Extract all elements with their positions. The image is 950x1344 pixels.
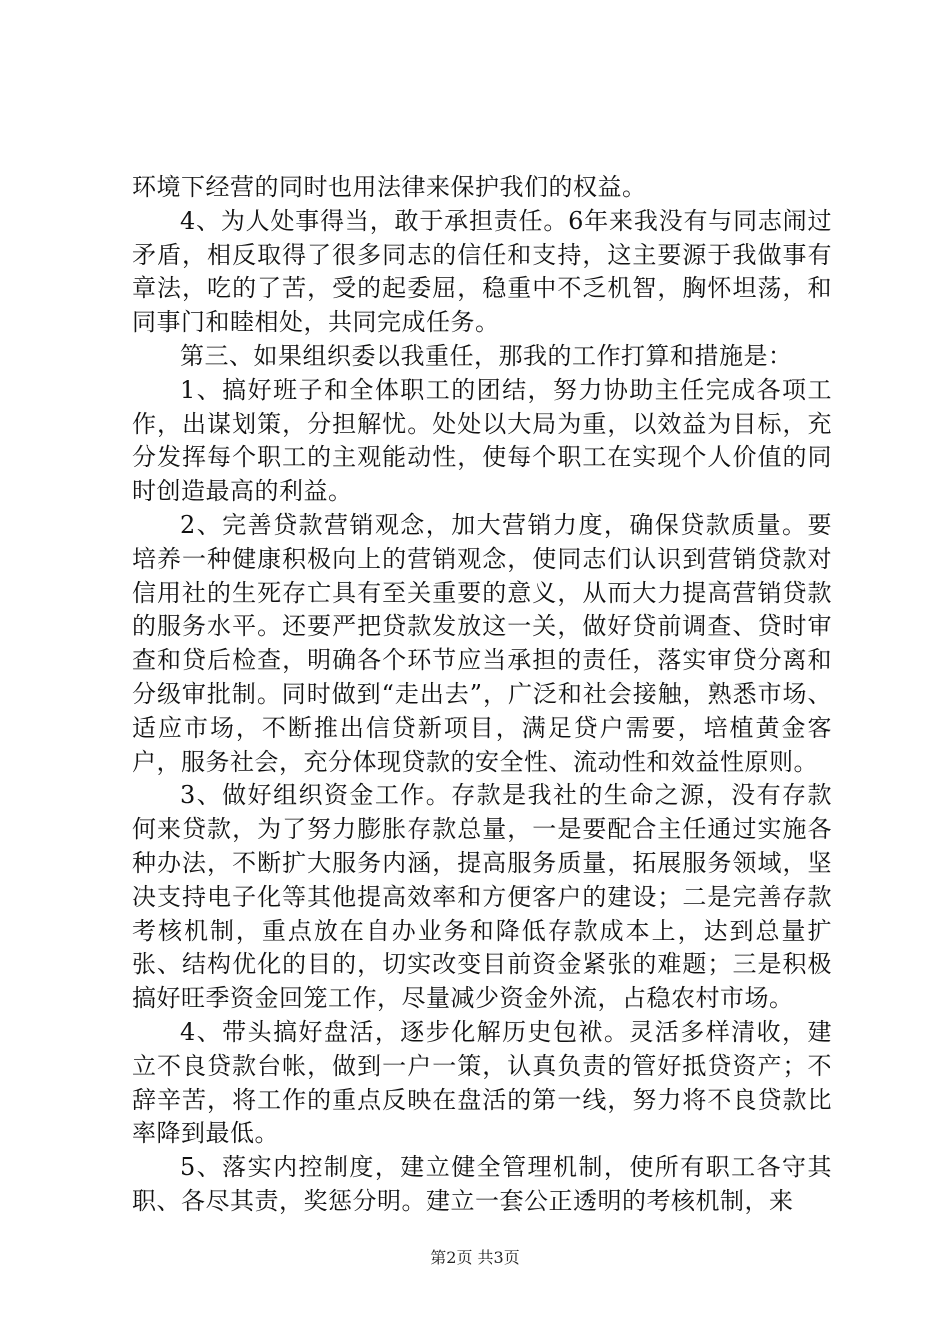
document-body bbox=[132, 171, 832, 1219]
paragraph-7: 4、带头搞好盘活，逐步化解历史包袱。灵活多样清收，建立不良贷款台帐，做到一户一策，认真负责的管好抵贷资产；不辞辛苦，将工作的重点反映在盘活的第一线，努力将不良贷款比率降到最低。 bbox=[132, 1017, 832, 1148]
paragraph-8: 5、落实内控制度，建立健全管理机制，使所有职工各守其职、各尽其责，奖惩分明。建立一套公正透明的考核机制，来 bbox=[132, 1153, 832, 1215]
paragraph-3: 第三、如果组织委以我重任，那我的工作打算和措施是： bbox=[180, 341, 793, 370]
paragraph-4: 1、搞好班子和全体职工的团结，努力协助主任完成各项工作，出谋划策，分担解忧。处处以大局为重，以效益为目标，充分发挥每个职工的主观能动性，使每个职工在实现个人价值的同时创造最高的利益。 bbox=[132, 375, 832, 506]
page-footer bbox=[0, 1245, 950, 1268]
paragraph-2: 4、为人处事得当，敢于承担责任。6年来我没有与同志闹过矛盾，相反取得了很多同志的信任和支持，这主要源于我做事有章法，吃的了苦，受的起委屈，稳重中不乏机智，胸怀坦荡，和同事门和睦相处，共同完成任务。 bbox=[132, 206, 832, 337]
page-number-label: 第2页 共3页 bbox=[430, 1248, 520, 1267]
paragraph-6: 3、做好组织资金工作。存款是我社的生命之源，没有存款何来贷款，为了努力膨胀存款总量，一是要配合主任通过实施各种办法，不断扩大服务内涵，提高服务质量，拓展服务领域，坚决支持电子化等其他提高效率和方便客户的建设；二是完善存款考核机制，重点放在自办业务和降低存款成本上，达到总量扩张、结构优化的目的，切实改变目前资金紧张的难题；三是积极搞好旺季资金回笼工作，尽量减少资金外流，占稳农村市场。 bbox=[132, 781, 832, 1013]
paragraph-5: 2、完善贷款营销观念，加大营销力度，确保贷款质量。要培养一种健康积极向上的营销观念，使同志们认识到营销贷款对信用社的生死存亡具有至关重要的意义，从而大力提高营销贷款的服务水平。还要严把贷款发放这一关，做好贷前调查、贷时审查和贷后检查，明确各个环节应当承担的责任，落实审贷分离和分级审批制。同时做到“走出去”，广泛和社会接触，熟悉市场、适应市场，不断推出信贷新项目，满足贷户需要，培植黄金客户，服务社会，充分体现贷款的安全性、流动性和效益性原则。 bbox=[132, 510, 832, 776]
paragraph-1: 环境下经营的同时也用法律来保护我们的权益。 bbox=[132, 173, 647, 201]
